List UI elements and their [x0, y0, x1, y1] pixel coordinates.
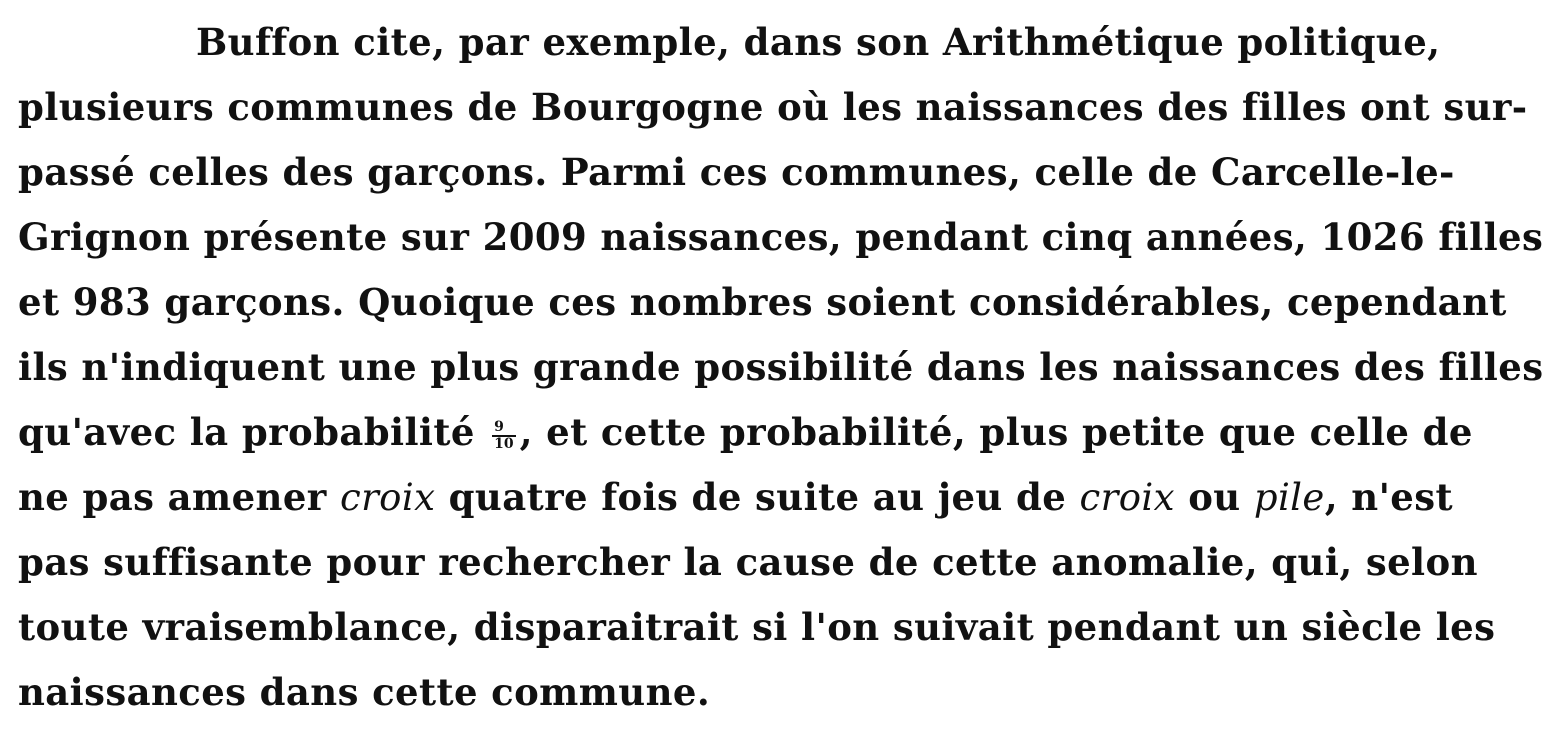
- text-line: Grignon présente sur 2009 naissances, pendant cinq années, 1026 filles: [18, 215, 1543, 259]
- text-line: plusieurs communes de Bourgogne où les naissances des filles ont sur-: [18, 85, 1528, 129]
- italic-term: croix: [1079, 476, 1175, 519]
- document-paragraph: [18, 16, 1543, 731]
- fraction: [492, 420, 515, 452]
- text-line: Buffon cite, par exemple, dans son Arithmétique politique,: [196, 20, 1441, 64]
- text-line: passé celles des garçons. Parmi ces communes, celle de Carcelle-le-: [18, 150, 1455, 194]
- text-segment: ou: [1174, 475, 1254, 519]
- text-line: naissances dans cette commune.: [18, 670, 711, 714]
- text-segment: quatre fois de suite au jeu de: [435, 475, 1080, 519]
- text-segment: qu'avec la probabilité: [18, 410, 489, 454]
- fraction-denominator: 10: [494, 435, 514, 452]
- italic-term: pile: [1253, 476, 1325, 519]
- text-segment: , n'est: [1324, 475, 1453, 519]
- text-line: toute vraisemblance, disparaitrait si l'on suivait pendant un siècle les: [18, 605, 1496, 649]
- text-line: [18, 471, 1453, 536]
- text-line: et 983 garçons. Quoique ces nombres soient considérables, cependant: [18, 280, 1507, 324]
- fraction-numerator: 9: [492, 420, 515, 437]
- text-line: pas suffisante pour rechercher la cause de cette anomalie, qui, selon: [18, 540, 1478, 584]
- italic-term: croix: [339, 476, 436, 519]
- text-segment: ne pas amener: [18, 475, 340, 519]
- text-line: [18, 406, 1473, 471]
- text-segment: , et cette probabilité, plus petite que celle de: [519, 410, 1473, 454]
- text-line: ils n'indiquent une plus grande possibilité dans les naissances des filles: [18, 345, 1543, 389]
